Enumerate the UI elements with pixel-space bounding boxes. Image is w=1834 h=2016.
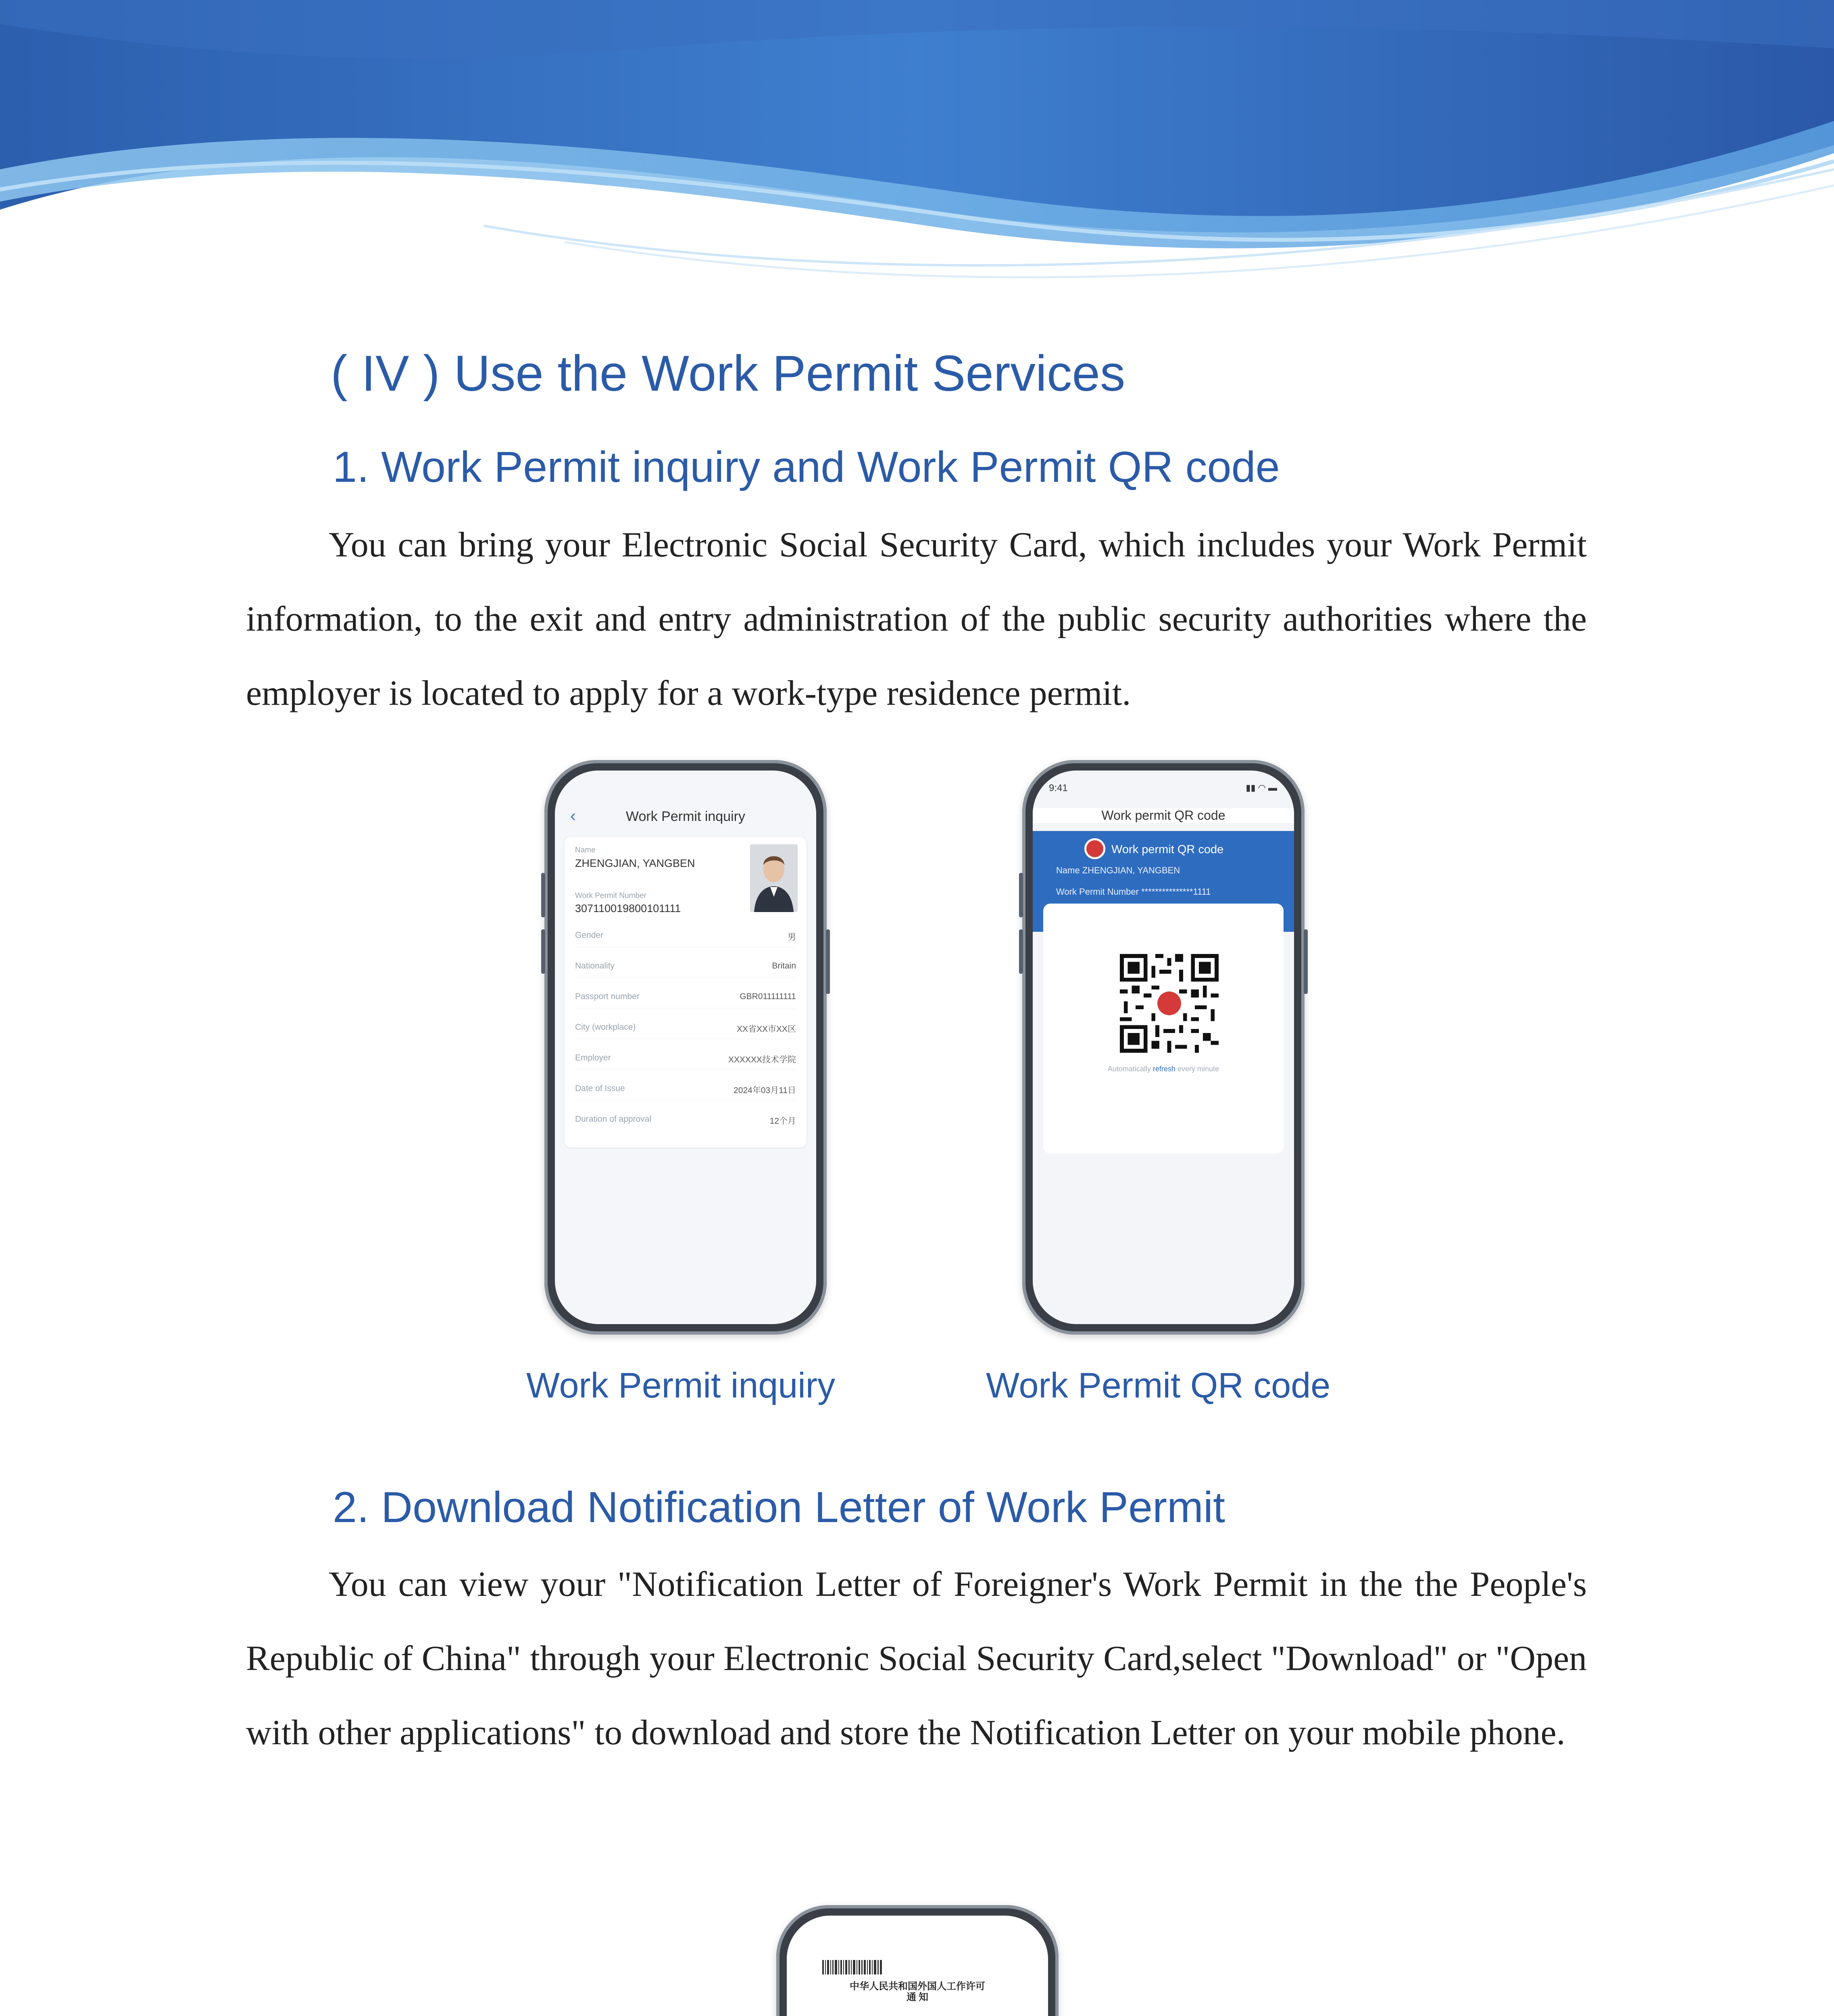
permit-number-label: Work Permit Number: [575, 891, 647, 900]
inquiry-screen: [555, 771, 816, 1324]
city-value: XX省XX市XX区: [736, 1025, 796, 1034]
nationality-label: Nationality: [575, 961, 615, 971]
duration-label: Duration of approval: [575, 1114, 652, 1124]
passport-value: GBR011111111: [740, 992, 796, 1001]
work-permit-inquiry-phone: [544, 760, 827, 1335]
qr-caption: Work Permit QR code: [986, 1365, 1331, 1405]
name-value: ZHENGJIAN, YANGBEN: [575, 857, 695, 869]
issue-date-label: Date of Issue: [575, 1084, 625, 1093]
employer-value: XXXXXX技术学院: [728, 1055, 796, 1064]
gender-label: Gender: [575, 931, 604, 940]
subsection-1-heading: 1. Work Permit inquiry and Work Permit QR code: [333, 442, 1280, 491]
document-title: 中华人民共和国外国人工作许可: [850, 1981, 985, 1992]
name-label: Name: [575, 846, 596, 854]
back-arrow-icon[interactable]: ‹: [570, 806, 576, 825]
work-permit-qr-phone: [1022, 760, 1305, 1335]
refresh-link[interactable]: refresh: [1153, 1065, 1176, 1073]
work-permit-card: [565, 837, 807, 1148]
qr-screen: [1033, 771, 1294, 1324]
city-label: City (workplace): [575, 1023, 636, 1032]
status-icons: ▮▮ ◠ ▬: [1246, 783, 1277, 793]
refresh-note: Automatically refresh every minute: [1107, 1065, 1219, 1073]
national-emblem-icon: [1084, 838, 1105, 859]
notification-screen: [787, 1916, 1048, 2016]
qr-code-icon: [1120, 954, 1219, 1053]
id-photo: [750, 844, 798, 912]
notification-letter-phone: [776, 1905, 1059, 2016]
header-wave-decoration: [0, 0, 1834, 290]
subsection-2-paragraph: You can view your "Notification Letter of Foreigner's Work Permit in the the People's Republic of China" through your Electronic Social Security Card,select "Download" or "Open with other applications" to download and store the Notification Letter on your mobile phone.: [246, 1565, 1587, 1752]
employer-label: Employer: [575, 1053, 611, 1062]
gender-value: 男: [788, 933, 796, 942]
section-heading: ( IV ) Use the Work Permit Services: [331, 346, 1125, 402]
notification-document: [819, 1960, 1016, 2016]
inquiry-screen-title: Work Permit inquiry: [626, 809, 745, 824]
inquiry-caption: Work Permit inquiry: [526, 1365, 836, 1405]
qr-number-line: Work Permit Number ***************1111: [1056, 887, 1211, 897]
subsection-1-paragraph: You can bring your Electronic Social Security Card, which includes your Work Permit information, to the exit and entry administration of the public security authorities where the employer is located to apply for a work-type residence permit.: [246, 525, 1587, 713]
document-subtitle: 通 知: [907, 1992, 928, 2003]
barcode-icon: [822, 1960, 883, 1974]
duration-value: 12个月: [769, 1116, 796, 1126]
qr-screen-title: Work permit QR code: [1033, 808, 1294, 823]
passport-label: Passport number: [575, 992, 640, 1001]
status-time: 9:41: [1049, 783, 1068, 793]
qr-card: [1043, 904, 1284, 1154]
subsection-2-heading: 2. Download Notification Letter of Work Permit: [333, 1483, 1225, 1531]
issue-date-value: 2024年03月11日: [734, 1086, 796, 1095]
qr-name-line: Name ZHENGJIAN, YANGBEN: [1056, 865, 1180, 875]
nationality-value: Britain: [772, 961, 796, 971]
permit-number-value: 307110019800101111: [575, 902, 681, 914]
qr-header-title: Work permit QR code: [1111, 843, 1224, 856]
